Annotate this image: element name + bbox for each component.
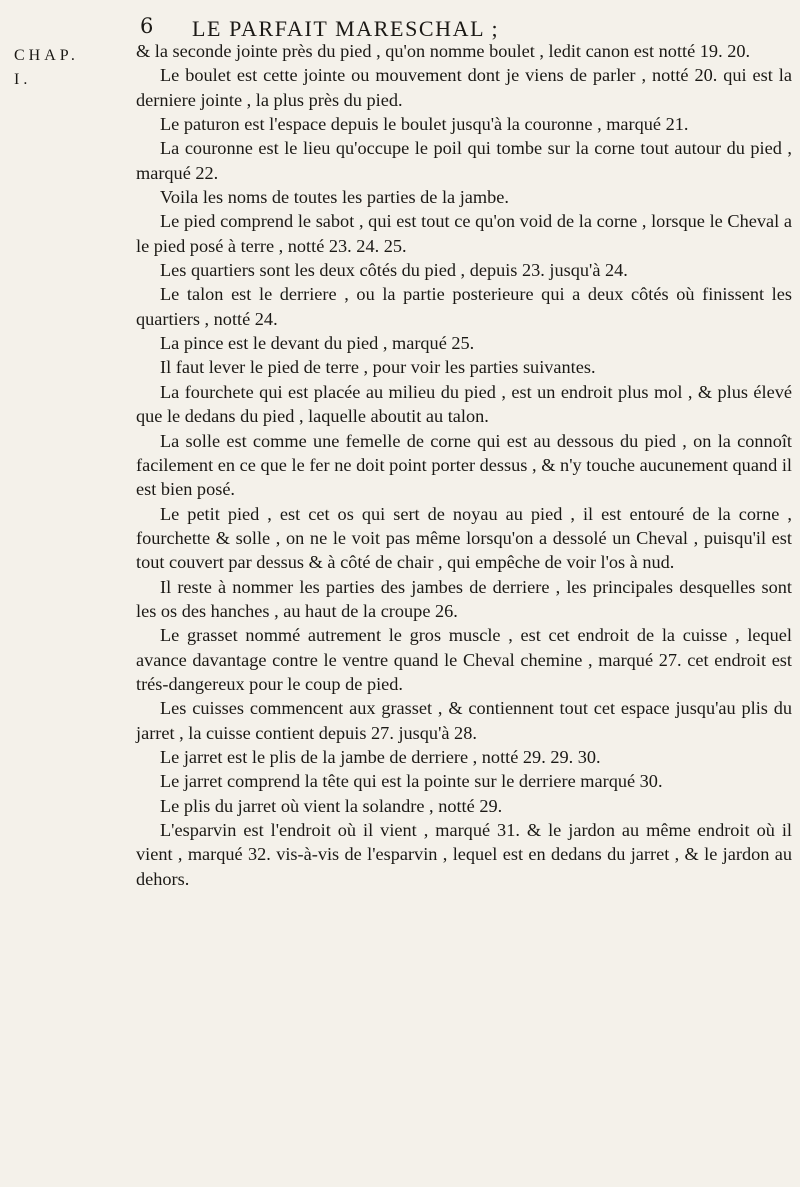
paragraph: Il reste à nommer les parties des jambes de derriere , les principales desquelles sont les os des hanches , au haut de la croupe 26.	[136, 576, 792, 621]
page-number: 6	[140, 14, 154, 38]
paragraph: Voila les noms de toutes les parties de la jambe.	[160, 187, 509, 208]
paragraph: Les cuisses commencent aux grasset , & contiennent tout cet espace jusqu'au plis du jarret , la cuisse contient depuis 27. jusqu'à 28.	[136, 698, 792, 743]
paragraph: Le jarret comprend la tête qui est la pointe sur le derriere marqué 30.	[160, 771, 663, 792]
paragraph: L'esparvin est l'endroit où il vient , marqué 31. & le jardon au même endroit où il vient , marqué 32. vis-à-vis de l'esparvin , lequel est en dedans du jarret , & le jardon au dehors.	[136, 820, 792, 889]
paragraph: Le plis du jarret où vient la solandre , notté 29.	[160, 795, 503, 816]
paragraph: Le petit pied , est cet os qui sert de noyau au pied , il est entouré de la corne , fourchette & solle , on ne le voit pas même lorsqu'on a dessolé un Cheval , puisqu'il est tout couvert par dessus & à côté de chair , qui empêche de voir l'os à nud.	[136, 503, 792, 573]
paragraph: La fourchete qui est placée au milieu du pied , est un endroit plus mol , & plus élevé que le dedans du pied , laquelle aboutit au talon.	[136, 381, 792, 427]
paragraph: Le jarret est le plis de la jambe de derriere , notté 29. 29. 30.	[160, 746, 601, 767]
chapter-number: I.	[14, 71, 32, 88]
paragraph: La pince est le devant du pied , marqué 25.	[160, 333, 475, 354]
chapter-margin-note	[14, 44, 94, 92]
paragraph: Le paturon est l'espace depuis le boulet jusqu'à la couronne , marqué 21.	[160, 114, 689, 135]
paragraph: Les quartiers sont les deux côtés du pied , depuis 23. jusqu'à 24.	[160, 260, 628, 281]
chapter-label: CHAP.	[14, 47, 79, 64]
running-title: LE PARFAIT MARESCHAL ;	[192, 16, 500, 41]
paragraph: La couronne est le lieu qu'occupe le poil qui tombe sur la corne tout autour du pied , marqué 22.	[136, 138, 792, 183]
body-text	[136, 39, 792, 891]
paragraph: Le talon est le derriere , ou la partie posterieure qui a deux côtés où finissent les quartiers , notté 24.	[136, 284, 792, 329]
paragraph: Le grasset nommé autrement le gros muscle , est cet endroit de la cuisse , lequel avance davantage contre le ventre quand le Cheval chemine , marqué 27. cet endroit est trés-dangereux pour le coup de pied.	[136, 625, 792, 694]
paragraph: & la seconde jointe près du pied , qu'on nomme boulet , ledit canon est notté 19. 20.	[136, 41, 751, 61]
paragraph: La solle est comme une femelle de corne qui est au dessous du pied , on la connoît facilement en ce que le fer ne doit point porter dessus , & n'y touche aucunement quand il est bien posé.	[136, 430, 792, 500]
paragraph: Le boulet est cette jointe ou mouvement dont je viens de parler , notté 20. qui est la derniere jointe , la plus près du pied.	[136, 65, 792, 110]
paragraph: Il faut lever le pied de terre , pour voir les parties suivantes.	[160, 357, 596, 378]
paragraph: Le pied comprend le sabot , qui est tout ce qu'on void de la corne , lorsque le Cheval a le pied posé à terre , notté 23. 24. 25.	[136, 211, 792, 256]
